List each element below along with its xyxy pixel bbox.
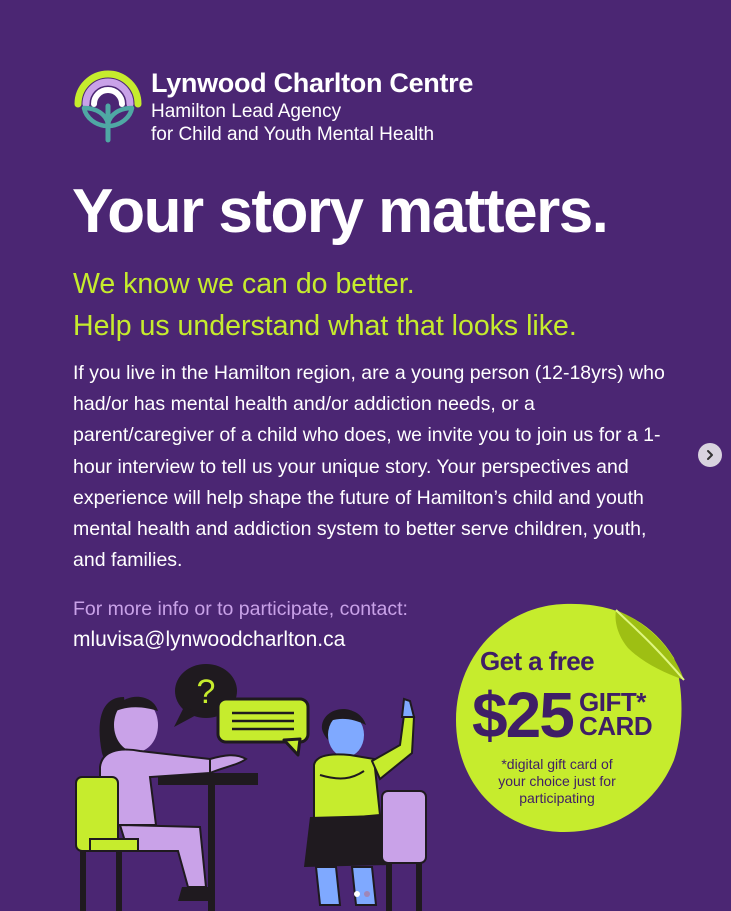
subheadline <box>73 263 577 347</box>
carousel-indicator <box>354 891 370 897</box>
organization-subtitle-line1: Hamilton Lead Agency <box>151 101 342 122</box>
gift-card-badge <box>446 600 686 838</box>
contact-email: mluvisa@lynwoodcharlton.ca <box>73 628 346 651</box>
next-slide-button[interactable] <box>698 443 722 467</box>
right-person <box>304 699 426 911</box>
organization-name: Lynwood Charlton Centre <box>151 68 474 98</box>
badge-headline: Get a free <box>480 646 594 676</box>
organization-subtitle <box>151 100 434 146</box>
badge-amount: $25 <box>472 679 573 751</box>
text-speech-bubble <box>218 699 308 755</box>
organization-subtitle-line2: for Child and Youth Mental Health <box>151 124 435 145</box>
organization-logo <box>72 64 492 148</box>
subheadline-line2: Help us understand what that looks like. <box>73 310 577 342</box>
badge-gift-line1: GIFT* <box>579 687 646 717</box>
question-mark: ? <box>196 673 216 711</box>
chevron-right-icon <box>704 449 716 461</box>
rainbow-flower-icon <box>72 64 144 144</box>
headline: Your story matters. <box>72 177 608 246</box>
carousel-dot-2[interactable] <box>364 891 370 897</box>
badge-gift-line2: CARD <box>579 711 653 741</box>
subheadline-line1: We know we can do better. <box>73 268 415 300</box>
badge-note: *digital gift card of your choice just for participating <box>498 756 616 806</box>
interview-illustration <box>60 655 440 911</box>
body-paragraph: If you live in the Hamilton region, are a young person (12-18yrs) who had/or has mental health and/or addiction needs, or a parent/caregiver of a child who does, we invite you to join us for a 1-hour interview to tell us your unique story. Your perspectives and experience will help shape the future of Hamilton’s child and youth mental health and addiction system to better serve children, youth, and families. <box>73 362 665 572</box>
contact-label: For more info or to participate, contact: <box>73 598 408 620</box>
carousel-dot-1[interactable] <box>354 891 360 897</box>
badge-gift-card-label <box>579 687 659 741</box>
